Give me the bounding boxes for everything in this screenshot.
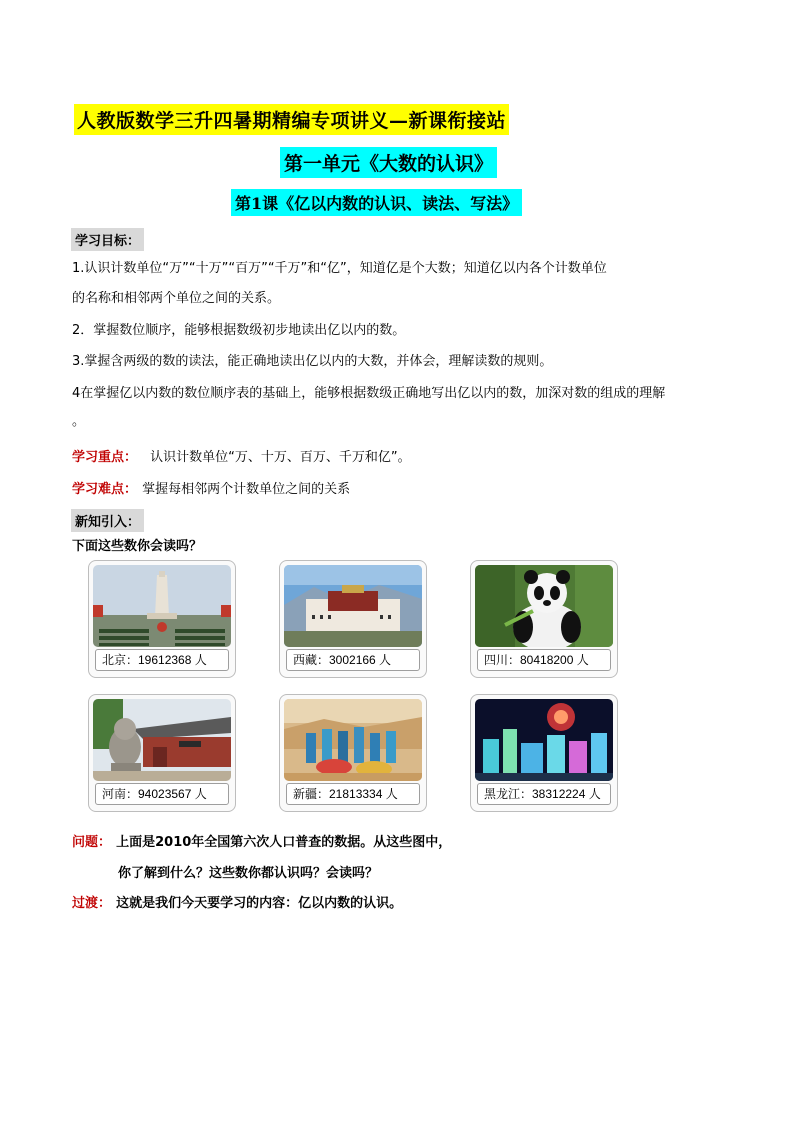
key-point-row <box>72 446 411 468</box>
transition-row <box>72 892 402 911</box>
objective-4-line-1: 4在掌握亿以内数的数位顺序表的基础上，能够根据数级正确地写出亿以内的数，加深对数的组成的理解 <box>72 386 666 401</box>
objectives-label: 学习目标： <box>71 228 144 251</box>
key-point-text: 认识计数单位“万、十万、百万、千万和亿”。 <box>150 450 411 465</box>
problem-row <box>72 831 451 850</box>
lesson-title: 第1课《亿以内数的认识、读法、写法》 <box>231 189 522 216</box>
caption-sichuan: 四川：80418200 人 <box>477 649 611 671</box>
problem-line-2: 你了解到什么？这些数你都认识吗？会读吗？ <box>118 866 379 881</box>
photo-card-sichuan <box>470 560 618 678</box>
difficulty-row <box>72 478 350 500</box>
photo-card-xinjiang <box>279 694 427 812</box>
transition-label: 过渡： <box>72 896 112 911</box>
panda-photo <box>475 565 613 647</box>
page-title: 人教版数学三升四暑期精编专项讲义—新课衔接站 <box>74 104 509 135</box>
photo-card-beijing <box>88 560 236 678</box>
intro-label: 新知引入： <box>71 509 144 532</box>
photo-card-henan <box>88 694 236 812</box>
potala-palace-photo <box>284 565 422 647</box>
caption-henan: 河南：94023567 人 <box>95 783 229 805</box>
difficulty-text: 掌握每相邻两个计数单位之间的关系 <box>142 482 351 497</box>
ice-festival-photo <box>475 699 613 781</box>
objective-4-line-2: 。 <box>72 414 86 429</box>
problem-line-1: 上面是2010年全国第六次人口普查的数据。从这些图中， <box>116 835 452 850</box>
intro-question: 下面这些数你会读吗？ <box>72 539 203 554</box>
objective-3: 3.掌握含两级的数的读法，能正确地读出亿以内的大数，并体会，理解读数的规则。 <box>72 354 553 369</box>
problem-label: 问题： <box>72 835 112 850</box>
dancers-desert-photo <box>284 699 422 781</box>
stone-lion-temple-photo <box>93 699 231 781</box>
monument-photo <box>93 565 231 647</box>
key-point-label: 学习重点： <box>72 450 138 465</box>
unit-title: 第一单元《大数的认识》 <box>280 147 497 178</box>
objective-1-line-1: 1.认识计数单位“万”“十万”“百万”“千万”和“亿”，知道亿是个大数；知道亿以内各个计数单位 <box>72 261 607 276</box>
caption-tibet: 西藏：3002166 人 <box>286 649 420 671</box>
caption-beijing: 北京：19612368 人 <box>95 649 229 671</box>
caption-heilongjiang: 黑龙江：38312224 人 <box>477 783 611 805</box>
objective-1-line-2: 的名称和相邻两个单位之间的关系。 <box>72 291 281 306</box>
caption-xinjiang: 新疆：21813334 人 <box>286 783 420 805</box>
objective-2: 2．掌握数位顺序，能够根据数级初步地读出亿以内的数。 <box>72 323 406 338</box>
difficulty-label: 学习难点： <box>72 482 138 497</box>
photo-card-heilongjiang <box>470 694 618 812</box>
transition-text: 这就是我们今天要学习的内容：亿以内数的认识。 <box>116 896 403 911</box>
photo-card-tibet <box>279 560 427 678</box>
